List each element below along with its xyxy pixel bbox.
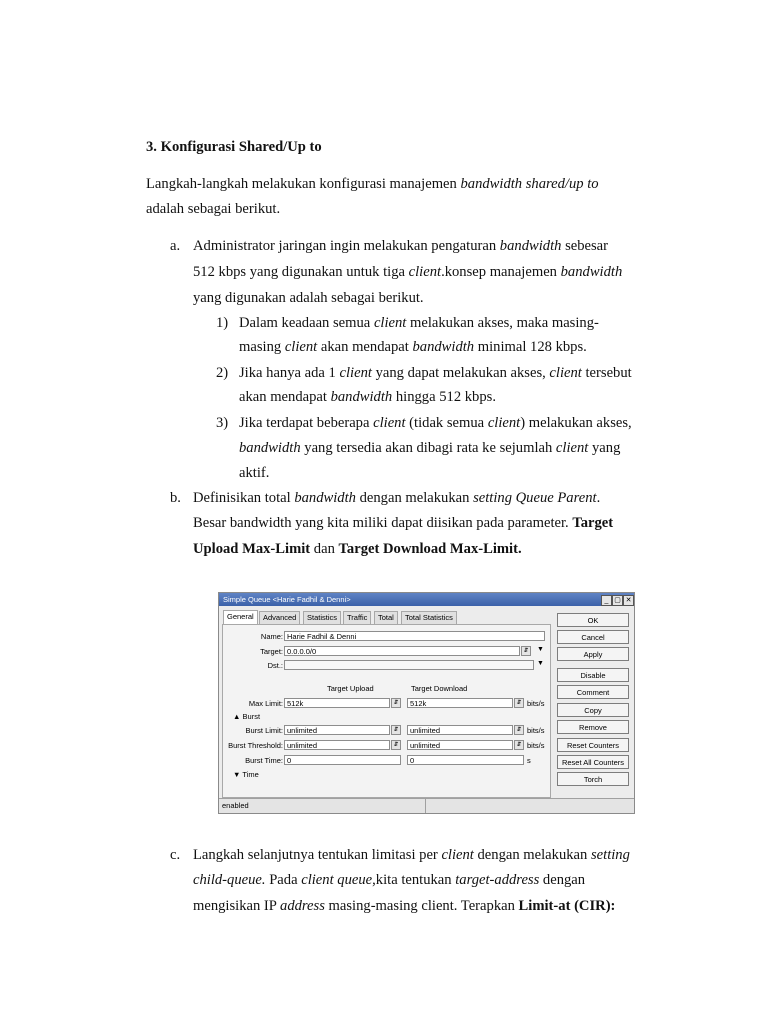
section-heading: 3. Konfigurasi Shared/Up to — [146, 139, 322, 155]
restore-icon[interactable]: ▢ — [612, 595, 623, 606]
sub-item-2-line-1: Jika hanya ada 1 client yang dapat melakukan akses, client tersebut — [239, 365, 632, 381]
close-icon[interactable]: ✕ — [623, 595, 634, 606]
status-bar — [219, 798, 634, 813]
burst-limit-upload-dropdown-icon[interactable]: ⇵ — [391, 725, 401, 735]
burst-time-unit: s — [527, 756, 531, 765]
sub-marker-2: 2) — [216, 365, 229, 381]
torch-button[interactable]: Torch — [557, 772, 629, 786]
target-download-header: Target Download — [411, 684, 468, 693]
time-section-toggle[interactable]: ▼ Time — [233, 770, 259, 779]
remove-button[interactable]: Remove — [557, 720, 629, 734]
target-chevron-icon[interactable]: ▼ — [537, 646, 544, 653]
status-divider — [425, 799, 426, 813]
intro-emphasis: bandwidth shared/up to — [460, 176, 599, 192]
intro-text: Langkah-langkah melakukan konfigurasi manajemen — [146, 176, 461, 192]
tab-total-statistics[interactable]: Total Statistics — [401, 611, 457, 624]
expand-icon: ▼ — [233, 770, 241, 779]
tab-traffic[interactable]: Traffic — [343, 611, 371, 624]
disable-button[interactable]: Disable — [557, 668, 629, 682]
name-label: Name: — [260, 632, 283, 641]
sub-item-1-line-2: masing client akan mendapat bandwidth minimal 128 kbps. — [239, 339, 587, 355]
burst-time-label: Burst Time: — [245, 756, 283, 765]
max-limit-upload-input[interactable]: 512k — [284, 698, 390, 708]
burst-threshold-unit: bits/s — [527, 741, 545, 750]
item-c-line-1: Langkah selanjutnya tentukan limitasi per client dengan melakukan setting — [193, 847, 630, 863]
burst-limit-label: Burst Limit: — [245, 726, 283, 735]
sub-item-1-line-1: Dalam keadaan semua client melakukan akses, maka masing- — [239, 315, 599, 331]
sub-item-2-line-2: akan mendapat bandwidth hingga 512 kbps. — [239, 389, 496, 405]
sub-item-3-line-3: aktif. — [239, 465, 270, 481]
max-limit-label: Max Limit: — [248, 699, 283, 708]
general-panel — [222, 624, 551, 798]
sub-item-3-line-2: bandwidth yang tersedia akan dibagi rata ke sejumlah client yang — [239, 440, 621, 456]
reset-counters-button[interactable]: Reset Counters — [557, 738, 629, 752]
copy-button[interactable]: Copy — [557, 703, 629, 717]
burst-threshold-upload-dropdown-icon[interactable]: ⇵ — [391, 740, 401, 750]
item-c-line-3: mengisikan IP address masing-masing client. Terapkan Limit-at (CIR): — [193, 898, 616, 914]
comment-button[interactable]: Comment — [557, 685, 629, 699]
max-limit-unit: bits/s — [527, 699, 545, 708]
collapse-icon: ▲ — [233, 712, 241, 721]
sub-marker-3: 3) — [216, 415, 229, 431]
cancel-button[interactable]: Cancel — [557, 630, 629, 644]
item-b-line-1: Definisikan total bandwidth dengan melakukan setting Queue Parent. — [193, 490, 601, 506]
dst-chevron-icon[interactable]: ▼ — [537, 660, 544, 667]
burst-limit-upload-input[interactable]: unlimited — [284, 725, 390, 735]
burst-limit-download-dropdown-icon[interactable]: ⇵ — [514, 725, 524, 735]
list-marker-b: b. — [170, 490, 181, 506]
item-a-line-1: Administrator jaringan ingin melakukan pengaturan bandwidth sebesar — [193, 238, 609, 254]
item-b-line-2: Besar bandwidth yang kita miliki dapat diisikan pada parameter. Target — [193, 515, 614, 531]
max-limit-download-input[interactable]: 512k — [407, 698, 513, 708]
burst-limit-unit: bits/s — [527, 726, 545, 735]
dialog-titlebar[interactable] — [219, 593, 634, 606]
tab-total[interactable]: Total — [374, 611, 398, 624]
target-input[interactable]: 0.0.0.0/0 — [284, 646, 520, 656]
list-marker-c: c. — [170, 847, 181, 863]
ok-button[interactable]: OK — [557, 613, 629, 627]
dst-label: Dst.: — [267, 661, 283, 670]
target-dropdown-icon[interactable]: ⇵ — [521, 646, 531, 656]
max-limit-download-dropdown-icon[interactable]: ⇵ — [514, 698, 524, 708]
burst-threshold-download-dropdown-icon[interactable]: ⇵ — [514, 740, 524, 750]
target-label: Target: — [260, 647, 283, 656]
max-limit-upload-dropdown-icon[interactable]: ⇵ — [391, 698, 401, 708]
burst-threshold-label: Burst Threshold: — [228, 741, 283, 750]
tab-statistics[interactable]: Statistics — [303, 611, 341, 624]
burst-limit-download-input[interactable]: unlimited — [407, 725, 513, 735]
apply-button[interactable]: Apply — [557, 647, 629, 661]
burst-section-toggle[interactable]: ▲ Burst — [233, 712, 261, 721]
intro-line-2: adalah sebagai berikut. — [146, 201, 281, 217]
sub-item-3-line-1: Jika terdapat beberapa client (tidak semua client) melakukan akses, — [239, 415, 632, 431]
burst-time-download-input[interactable]: 0 — [407, 755, 524, 765]
dialog-title: Simple Queue <Harie Fadhil & Denni> — [223, 595, 351, 604]
item-c-line-2: child-queue. Pada client queue,kita tentukan target-address dengan — [193, 872, 586, 888]
status-text: enabled — [222, 801, 249, 810]
dst-input[interactable] — [284, 660, 534, 670]
target-upload-header: Target Upload — [327, 684, 374, 693]
item-a-line-3: yang digunakan adalah sebagai berikut. — [193, 290, 424, 306]
sub-marker-1: 1) — [216, 315, 229, 331]
list-marker-a: a. — [170, 238, 181, 254]
tab-advanced[interactable]: Advanced — [259, 611, 300, 624]
minimize-icon[interactable]: _ — [601, 595, 612, 606]
intro-line-1 — [146, 175, 599, 193]
name-input[interactable]: Harie Fadhil & Denni — [284, 631, 545, 641]
simple-queue-dialog — [218, 592, 635, 814]
item-a-line-2: 512 kbps yang digunakan untuk tiga client.konsep manajemen bandwidth — [193, 264, 623, 280]
item-b-line-3: Upload Max-Limit dan Target Download Max-Limit. — [193, 541, 522, 557]
burst-threshold-upload-input[interactable]: unlimited — [284, 740, 390, 750]
tab-general[interactable]: General — [223, 610, 258, 625]
burst-time-upload-input[interactable]: 0 — [284, 755, 401, 765]
burst-threshold-download-input[interactable]: unlimited — [407, 740, 513, 750]
reset-all-counters-button[interactable]: Reset All Counters — [557, 755, 629, 769]
